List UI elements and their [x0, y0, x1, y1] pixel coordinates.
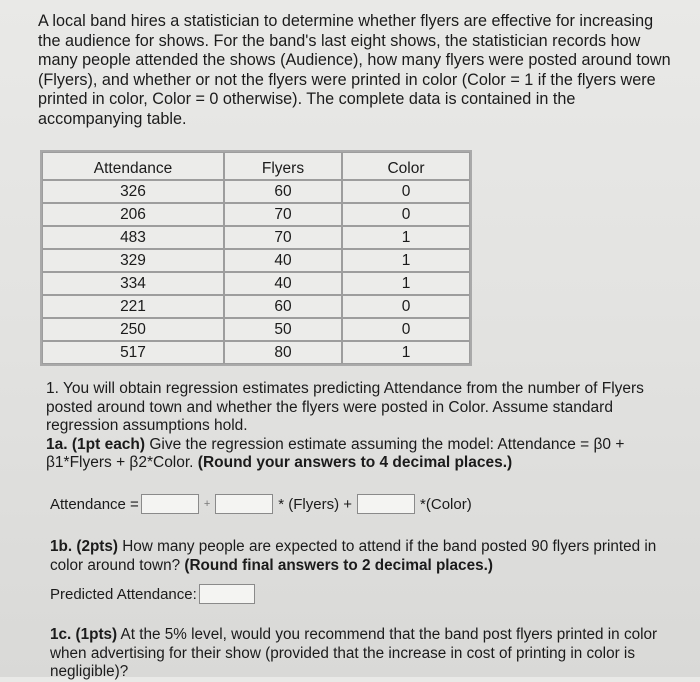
- cell-flyers: 40: [224, 272, 342, 295]
- intercept-input[interactable]: [141, 494, 199, 514]
- cell-flyers: 40: [224, 249, 342, 272]
- cell-attendance: 326: [42, 180, 224, 203]
- question-1b-rounding: (Round final answers to 2 decimal places.): [184, 556, 493, 574]
- cell-color: 1: [342, 272, 470, 295]
- flyers-coefficient-input[interactable]: [215, 494, 273, 514]
- cell-attendance: 329: [42, 249, 224, 272]
- cell-color: 1: [342, 341, 470, 364]
- cell-flyers: 80: [224, 341, 342, 364]
- cell-color: 0: [342, 203, 470, 226]
- cell-flyers: 50: [224, 318, 342, 341]
- question-1b: [50, 538, 660, 575]
- question-1-block: [46, 380, 656, 473]
- table-row: [42, 295, 470, 318]
- question-1a-label: 1a. (1pt each): [46, 435, 146, 453]
- question-1a: [46, 436, 656, 473]
- cell-color: 0: [342, 295, 470, 318]
- question-1c: [50, 626, 660, 682]
- header-color: Color: [342, 152, 470, 180]
- question-1c-text: At the 5% level, would you recommend that the band post flyers printed in color when advertising for their show (provided that the increase in cost of printing in color is negligible)?: [50, 626, 658, 681]
- table-row: [42, 226, 470, 249]
- table-header-row: [42, 152, 470, 180]
- cell-flyers: 60: [224, 180, 342, 203]
- question-1b-text: How many people are expected to attend if the band posted 90 flyers printed in color around town?: [50, 538, 657, 574]
- flyers-term-label: * (Flyers) +: [278, 495, 353, 513]
- color-coefficient-input[interactable]: [357, 494, 415, 514]
- problem-intro: A local band hires a statistician to determine whether flyers are effective for increasing the audience for shows. For the band's last eight shows, the statistician records how many people attended the shows (Audience), how many flyers were posted around town (Flyers), and whether or not the flyers were printed in color (Color = 1 if the flyers were printed in color, Color = 0 otherwise). The complete data is contained in the accompanying table.: [38, 12, 671, 128]
- predicted-attendance-input[interactable]: [199, 584, 255, 604]
- table-row: [42, 180, 470, 203]
- question-1a-rounding: (Round your answers to 4 decimal places.): [197, 454, 513, 472]
- cell-attendance: 483: [42, 226, 224, 249]
- table-row: [42, 249, 470, 272]
- data-table-wrapper: [40, 150, 472, 366]
- question-1a-text: Give the regression estimate assuming the model: Attendance = β0 + β1*Flyers + β2*Color.: [46, 435, 625, 472]
- plus-sign: +: [203, 498, 211, 510]
- cell-color: 0: [342, 318, 470, 341]
- cell-attendance: 206: [42, 203, 224, 226]
- table-row: [42, 272, 470, 295]
- table-row: [42, 341, 470, 364]
- question-1b-label: 1b. (2pts): [50, 538, 118, 555]
- cell-attendance: 221: [42, 295, 224, 318]
- predicted-attendance-form: [50, 584, 257, 604]
- cell-attendance: 334: [42, 272, 224, 295]
- question-1c-label: 1c. (1pts): [50, 626, 118, 643]
- header-flyers: Flyers: [224, 152, 342, 180]
- question-1-text: 1. You will obtain regression estimates predicting Attendance from the number of Flyers posted around town and whether the flyers were posted in Color. Assume standard regression assumptions hold.: [46, 380, 644, 435]
- cell-color: 1: [342, 226, 470, 249]
- predicted-attendance-label: Predicted Attendance:: [50, 585, 197, 603]
- table-row: [42, 318, 470, 341]
- cell-attendance: 250: [42, 318, 224, 341]
- regression-equation-form: [50, 494, 475, 514]
- cell-color: 0: [342, 180, 470, 203]
- attendance-equals-label: Attendance =: [50, 495, 139, 513]
- header-attendance: Attendance: [42, 152, 224, 180]
- cell-attendance: 517: [42, 341, 224, 364]
- cell-flyers: 70: [224, 203, 342, 226]
- data-table: [40, 150, 472, 366]
- cell-flyers: 70: [224, 226, 342, 249]
- color-term-label: *(Color): [420, 495, 472, 513]
- cell-flyers: 60: [224, 295, 342, 318]
- cell-color: 1: [342, 249, 470, 272]
- table-row: [42, 203, 470, 226]
